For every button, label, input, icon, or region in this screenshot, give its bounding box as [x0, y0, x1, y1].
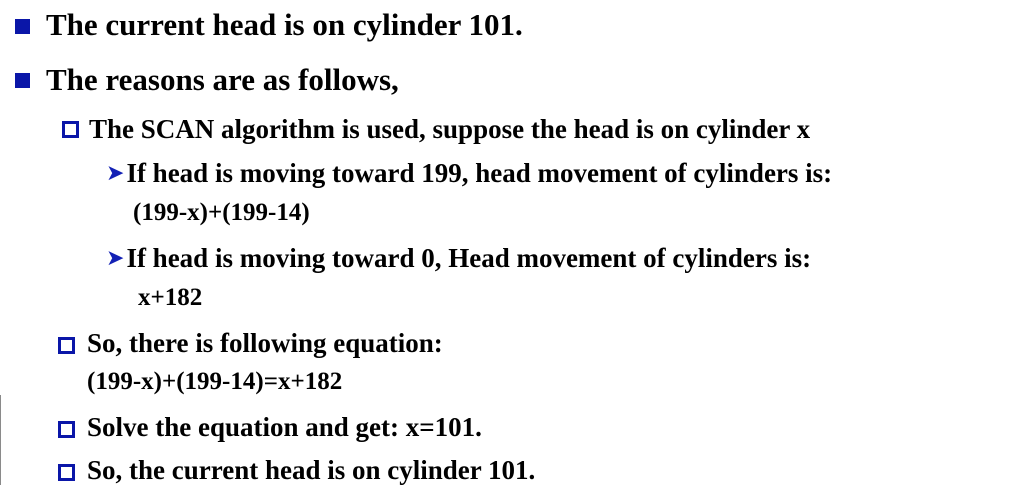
hollow-square-bullet-icon — [58, 337, 75, 354]
equation-intro: So, there is following equation: — [87, 328, 443, 358]
hollow-square-bullet-icon — [58, 464, 75, 481]
arrowhead-bullet-icon: ➤ — [106, 161, 125, 186]
conclusion: So, the current head is on cylinder 101. — [87, 455, 536, 485]
case-toward-199-formula: (199-x)+(199-14) — [133, 199, 310, 226]
scan-assumption: The SCAN algorithm is used, suppose the head is on cylinder x — [89, 114, 811, 144]
arrowhead-bullet-icon: ➤ — [106, 246, 125, 271]
filled-square-bullet-icon — [15, 19, 30, 34]
case-toward-0-formula: x+182 — [138, 284, 203, 311]
equation: (199-x)+(199-14)=x+182 — [87, 368, 343, 395]
case-toward-199-text: If head is moving toward 199, head movement of cylinders is: — [126, 158, 833, 188]
case-toward-0 — [106, 243, 811, 274]
case-toward-0-text: If head is moving toward 0, Head movement of cylinders is: — [126, 243, 812, 273]
hollow-square-bullet-icon — [62, 121, 79, 138]
main-point-reasons: The reasons are as follows, — [46, 62, 399, 97]
main-point-current-head: The current head is on cylinder 101. — [46, 7, 523, 42]
hollow-square-bullet-icon — [58, 421, 75, 438]
case-toward-199 — [106, 158, 832, 189]
solve-step: Solve the equation and get: x=101. — [87, 412, 482, 442]
filled-square-bullet-icon — [15, 73, 30, 88]
left-edge-divider — [0, 395, 1, 485]
